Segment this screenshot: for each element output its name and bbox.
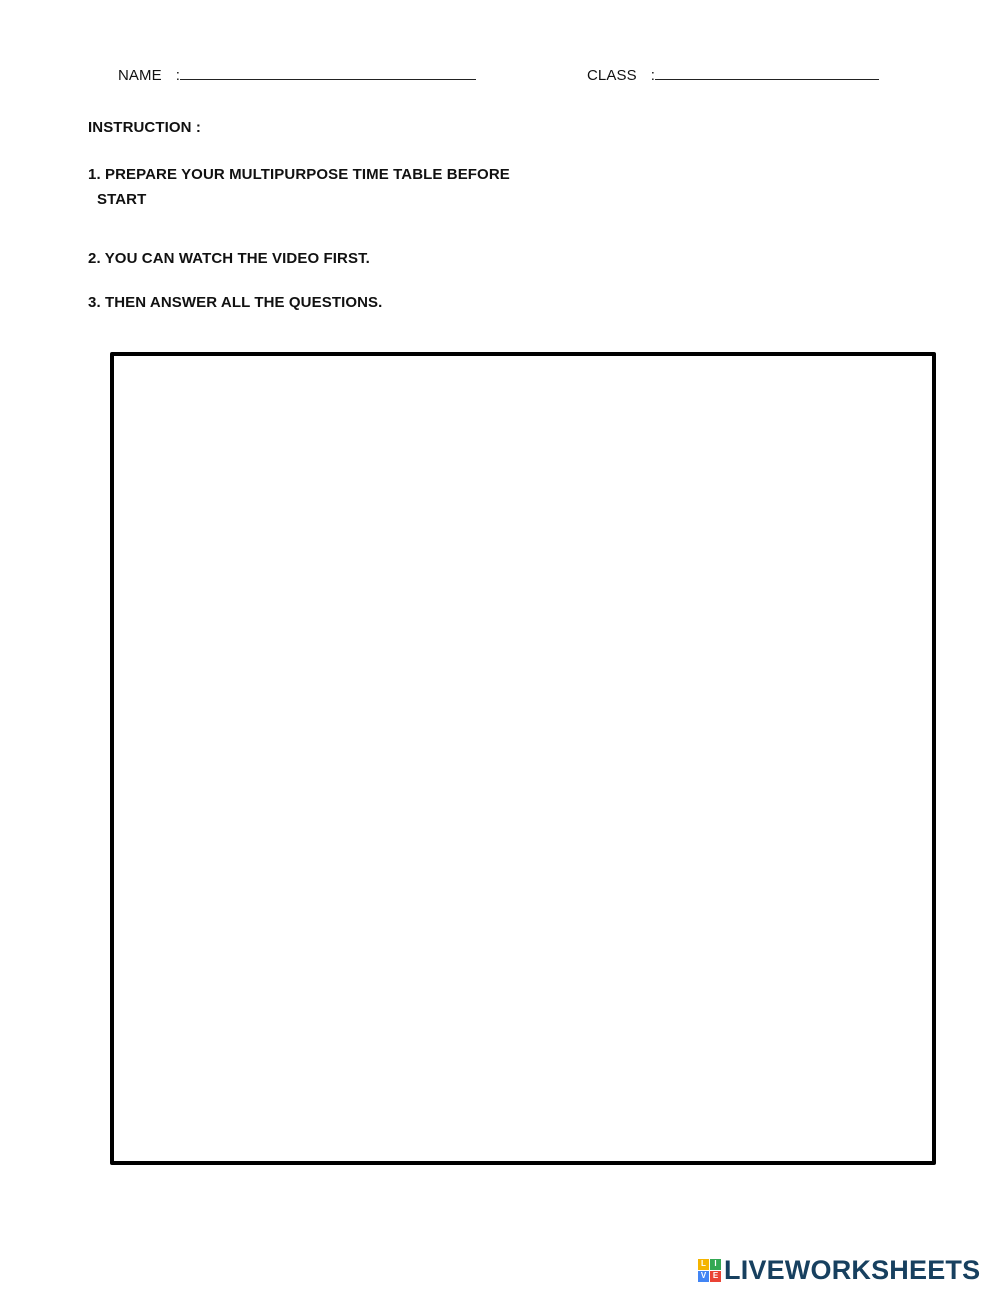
instruction-item-2: 2. YOU CAN WATCH THE VIDEO FIRST.	[88, 250, 370, 267]
instruction-item-1-line-2: START	[97, 191, 147, 208]
name-field[interactable]	[118, 63, 476, 84]
logo-text: LIVEWORKSHEETS	[724, 1255, 981, 1285]
answer-box[interactable]	[110, 352, 936, 1165]
instruction-item-3: 3. THEN ANSWER ALL THE QUESTIONS.	[88, 294, 383, 311]
instruction-item-1	[88, 162, 510, 212]
name-separator: :	[175, 67, 181, 84]
class-field[interactable]	[587, 63, 879, 84]
liveworksheets-logo	[698, 1255, 980, 1285]
logo-mark-letter-e: E	[710, 1271, 721, 1282]
logo-mark-icon	[698, 1259, 721, 1282]
name-label: NAME	[118, 67, 162, 84]
class-label: CLASS	[587, 67, 637, 84]
logo-mark-letter-i: I	[710, 1259, 721, 1270]
instruction-heading: INSTRUCTION :	[88, 119, 201, 136]
instruction-item-1-line-1: 1. PREPARE YOUR MULTIPURPOSE TIME TABLE BEFORE	[88, 166, 510, 183]
logo-mark-letter-l: L	[698, 1259, 709, 1270]
class-separator: :	[650, 67, 655, 84]
class-answer-line[interactable]	[655, 63, 879, 80]
logo-mark-letter-v: V	[698, 1271, 709, 1282]
name-answer-line[interactable]	[180, 63, 476, 80]
